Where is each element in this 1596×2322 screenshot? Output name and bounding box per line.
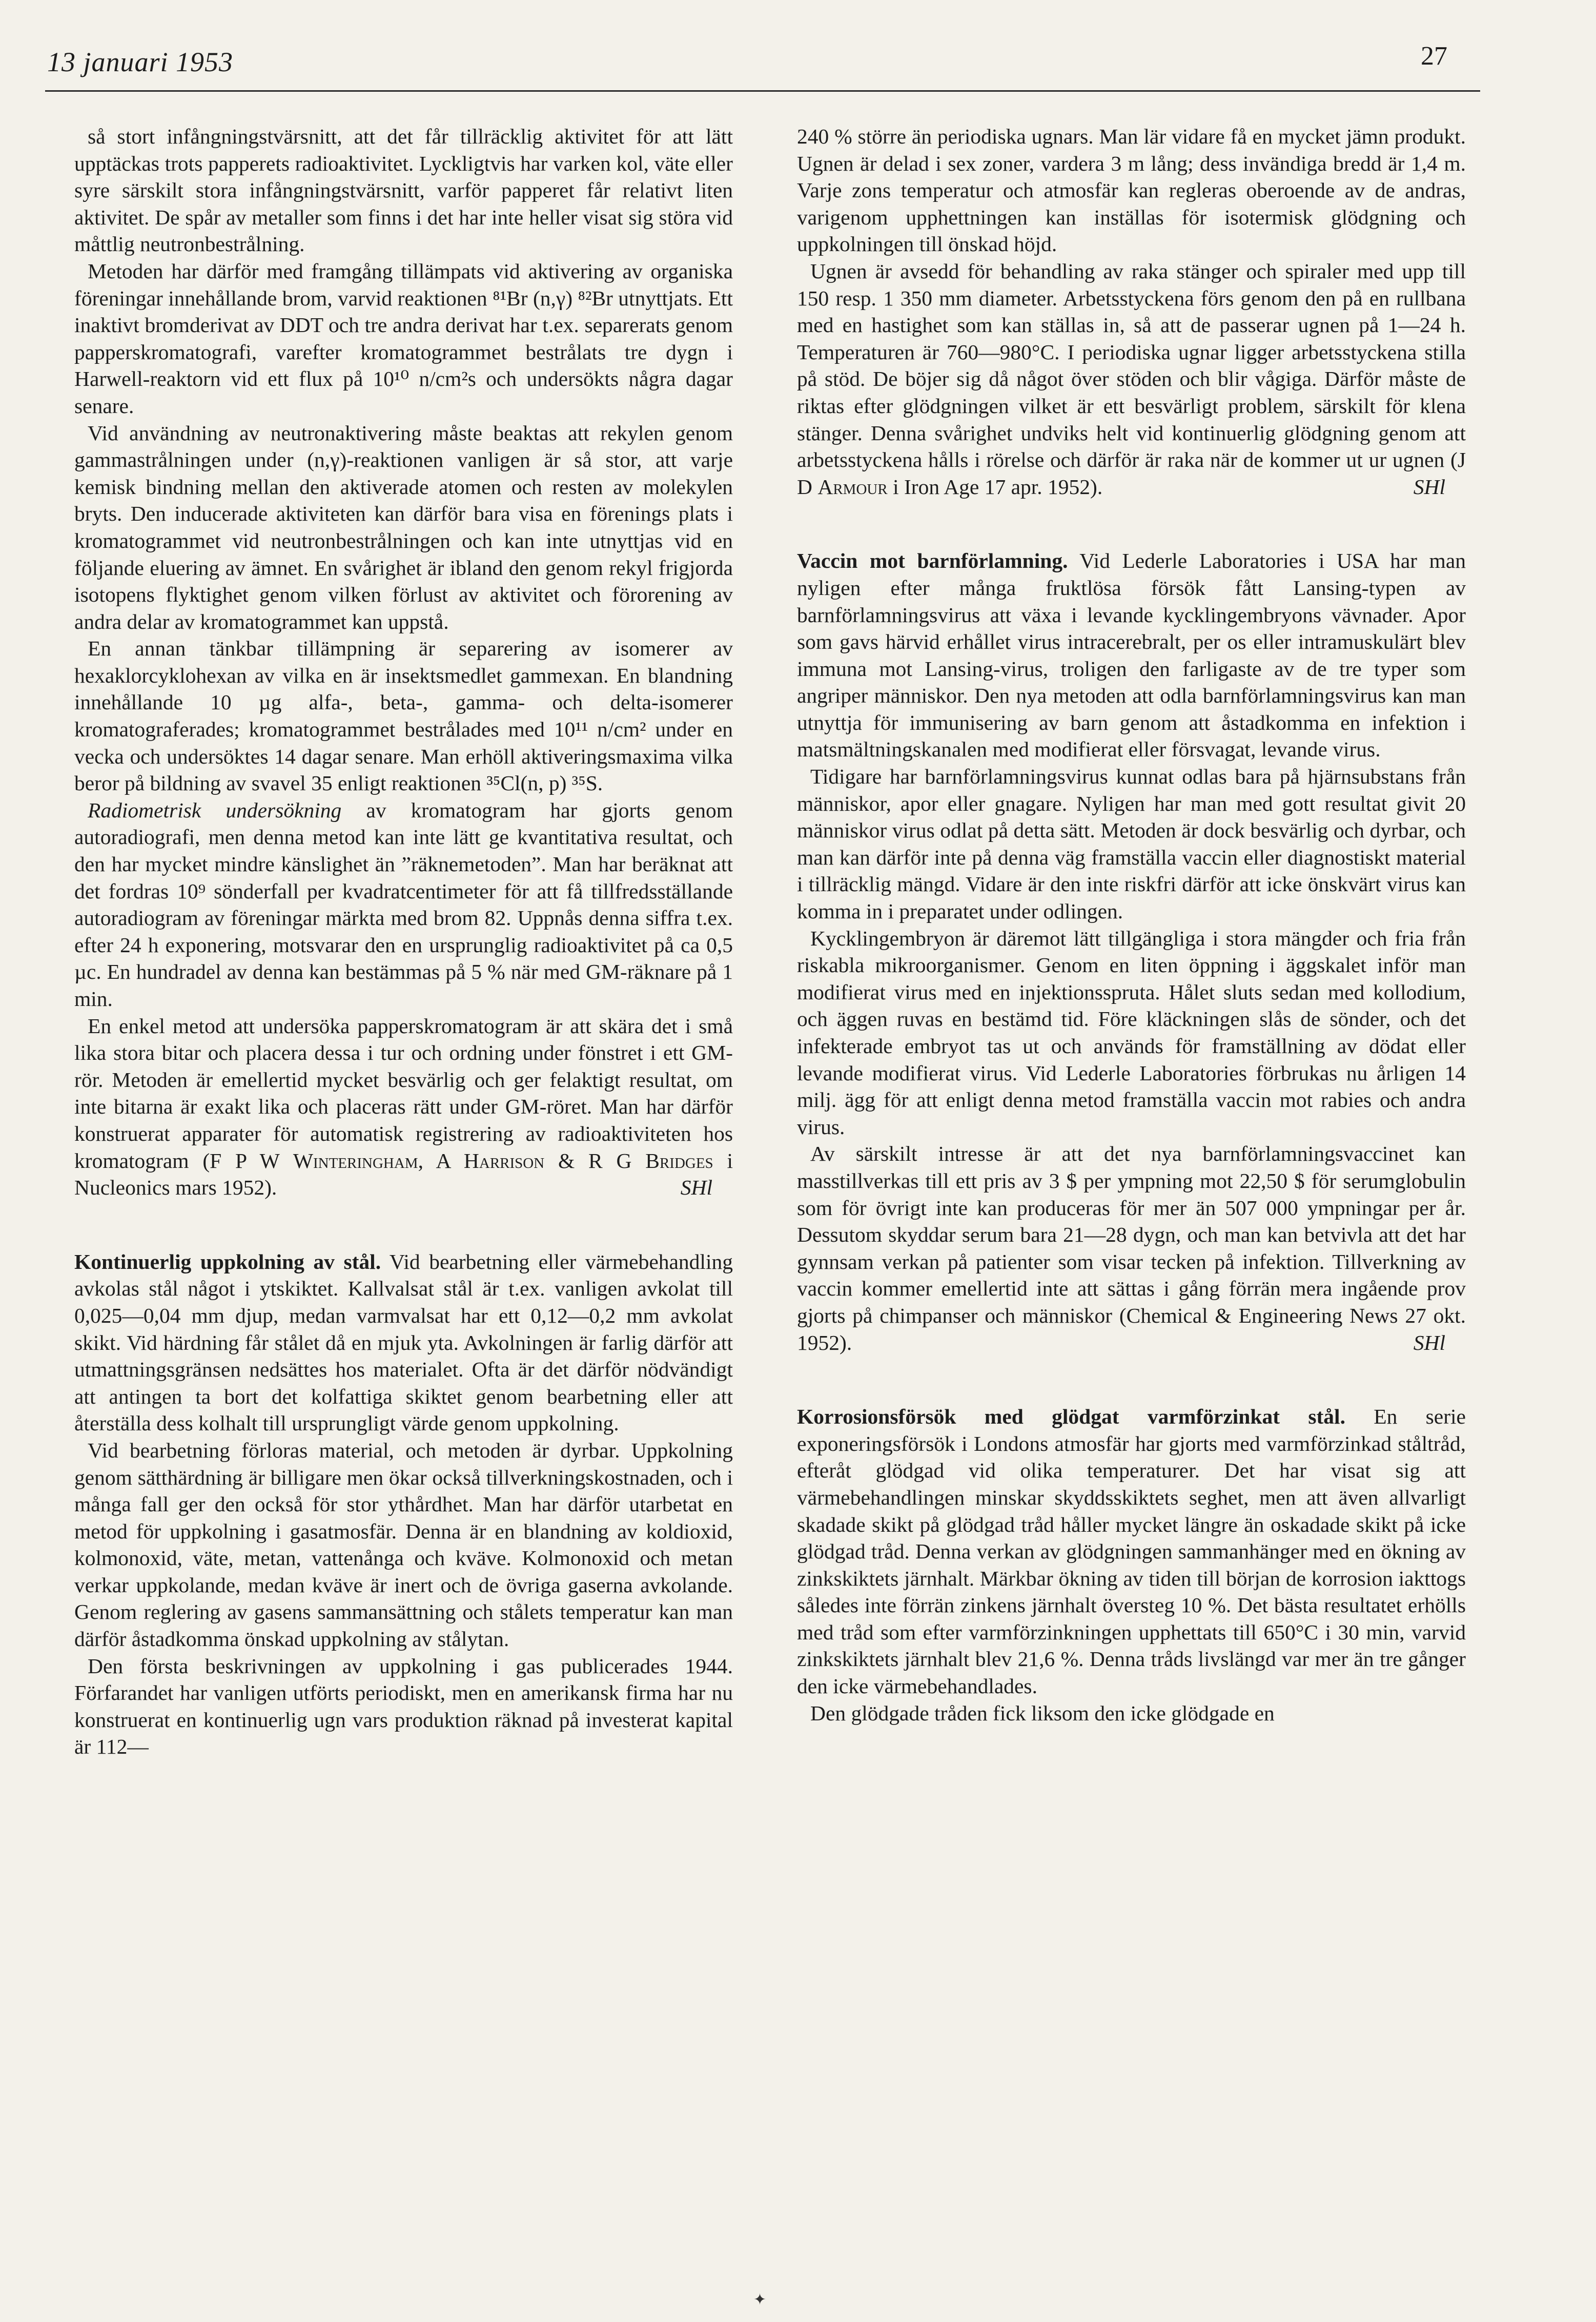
paragraph <box>797 258 1466 500</box>
paragraph <box>797 547 1466 763</box>
signature: SHl <box>1413 1330 1445 1354</box>
paragraph: Den glödgade tråden fick liksom den icke glödgade en <box>810 1701 1275 1725</box>
paragraph-text: En enkel metod att undersöka papperskromatogram är att skära det i små lika stora bitar och placera dessa i tur och ordning under fönstret i ett GM-rör. Metoden är emellertid mycket besvärlig och ger felaktigt resultat, om inte bitarna är exakt lika och placeras rätt under GM-röret. Man har därför konstruerat apparater för automatisk registrering av radioaktiviteten hos kromatogram (F P W <box>74 1014 733 1173</box>
paragraph-text: Ugnen är avsedd för behandling av raka stänger och spiraler med upp till 150 resp. 1 350 mm diameter. Arbetsstyckena förs genom den på en rullbana med en hastighet som kan ställas in, så att de passerar ugnen på 1—24 h. Temperaturen är 760—980°C. I periodiska ugnar ligger arbetsstyckena stilla på stöd. De böjer sig då något över stöden och blir vågiga. Därför måste de riktas efter glödgningen vilket är ett besvärligt problem, särskilt för klena stänger. Denna svårighet undviks helt vid kontinuerlig glödgning genom att arbetsstyckena hålls i rörelse och därför är raka när de kommer ut ur ugnen (J D <box>797 259 1466 499</box>
author-names: Winteringham, A Harrison & R G Bridges <box>293 1148 713 1173</box>
section-gap <box>797 1356 1466 1403</box>
author-names: Armour <box>817 475 888 499</box>
paragraph-text: i Nucleonics mars 1952). <box>74 1148 733 1200</box>
paragraph: Kycklingembryon är däremot lätt tillgängliga i stora mängder och fria från riskabla mikroorganismer. Genom en liten öppning i äggskalet inför man modifierat virus med en injektionsspruta. Hålet sluts sedan med kollodium, och äggen ruvas en bestämd tid. Före kläckningen slås de sönder, och det infekterade embryot tas ut och används för framställning av dödat eller levande modifierat virus. Vid Lederle Laboratories förbrukas nu årligen 14 milj. ägg för att enligt denna metod framställa vaccin mot rabies och andra virus. <box>797 926 1466 1139</box>
paragraph <box>797 1140 1466 1356</box>
paragraph: Metoden har därför med framgång tillämpats vid aktivering av organiska föreningar innehållande brom, varvid reaktionen ⁸¹Br (n,γ) ⁸²Br utnyttjats. Ett inaktivt bromderivat av DDT och tre andra derivat har t.ex. separerats genom papperskromatografi, varefter kromatogrammet bestrålats tre dygn i Harwell-reaktorn vid ett flux på 10¹⁰ n/cm²s och undersökts några dagar senare. <box>74 259 733 418</box>
paragraph-text: Av särskilt intresse är att det nya barnförlamningsvaccinet kan masstillverkas till ett pris av 3 $ per ympning mot 22,50 $ för serumglobulin som för övrigt inte kan produceras för mer än 507 000 ympningar per år. Dessutom skyddar serum bara 21—28 dygn, och man kan betvivla att det har gynnsam verkan på patienter som visar tecken på infektion. Tillverkning av vaccin kommer emellertid inte att sättas i gång förrän mera ingående prov gjorts på chimpanser och människor (Chemical & Engineering News 27 okt. 1952). <box>797 1142 1466 1354</box>
paragraph <box>797 1403 1466 1700</box>
section-gap <box>797 500 1466 547</box>
paragraph: Tidigare har barnförlamningsvirus kunnat odlas bara på hjärnsubstans från människor, apor eller gnagare. Nyligen har man med gott resultat givit 20 människor virus odlat på detta sätt. Metoden är dock besvärlig och dyrbar, och man kan därför inte på denna väg framställa vaccin eller diagnostiskt material i tillräcklig mängd. Vidare är den inte riskfri därför att icke önskvärt virus kan komma in i preparatet under odlingen. <box>797 765 1466 923</box>
paragraph <box>74 1248 733 1437</box>
page-number: 27 <box>1421 42 1447 71</box>
left-column <box>74 123 733 1760</box>
paragraph-text: i Iron Age 17 apr. 1952). <box>887 475 1103 499</box>
paragraph: En annan tänkbar tillämpning är separering av isomerer av hexaklorcyklohexan av vilka en är insektsmedlet gammexan. En blandning innehållande 10 µg alfa-, beta-, gamma- och delta-isomerer kromatograferades; kromatogrammet bestrålades med 10¹¹ n/cm² under en vecka och undersöktes 14 dagar senare. Man erhöll aktiveringsmaxima vilka beror på bildning av svavel 35 enligt reaktionen ³⁵Cl(n, p) ³⁵S. <box>74 636 733 795</box>
section-heading: Korrosionsförsök med glödgat varmförzinkat stål. <box>797 1405 1345 1429</box>
right-column <box>797 123 1466 1727</box>
section-gap <box>74 1201 733 1248</box>
paragraph: 240 % större än periodiska ugnars. Man lär vidare få en mycket jämn produkt. Ugnen är delad i sex zoner, vardera 3 m lång; dess invändiga bredd är 1,4 m. Varje zons temperatur och atmosfär kan regleras oberoende av de andras, varigenom upphettningen kan inställas för isotermisk glödgning och uppkolningen till önskad höjd. <box>797 125 1466 256</box>
paragraph: så stort infångningstvärsnitt, att det får tillräcklig aktivitet för att lätt upptäckas trots papperets radioaktivitet. Lyckligtvis har varken kol, väte eller syre särskilt stora infångningstvärsnitt, varför papperet får relativt liten aktivitet. De spår av metaller som finns i det har inte heller visat sig störa vid måttlig neutronbestrålning. <box>74 125 733 256</box>
paragraph-text: Vid Lederle Laboratories i USA har man nyligen efter många fruktlösa försök fått Lansing-typen av barnförlamningsvirus att växa i levande kycklingembryons vävnader. Apor som gavs härvid erhållet virus intracerebralt, per os eller intramuskulärt blev immuna mot Lansing-virus, troligen den farligaste av de tre typer som angriper människor. Den nya metoden att odla barnförlamningsvirus kan man utnyttja för immunisering av barn genom att åstadkomma en infektion i matsmältningskanalen med modifierat eller försvagat, levande virus. <box>797 549 1466 762</box>
signature: SHl <box>1413 475 1445 499</box>
italic-lead: Radiometrisk undersökning <box>88 798 342 822</box>
paragraph-text: Vid bearbetning eller värmebehandling avkolas stål något i ytskiktet. Kallvalsat stål är t.ex. vanligen avkolat till 0,025—0,04 mm djup, medan varmvalsat har ett 0,12—0,2 mm avkolat skikt. Vid härdning får stålet då en mjuk yta. Avkolningen är farlig därför att utmattningsgränsen nedsättes hos materialet. Ofta är det därför nödvändigt att antingen ta bort det kolfattiga skiktet genom bearbetning eller att återställa dess kolhalt till ursprungligt värde genom uppkolning. <box>74 1249 733 1435</box>
paragraph <box>74 797 733 1013</box>
running-header-date: 13 januari 1953 <box>47 47 234 77</box>
paragraph: Vid användning av neutronaktivering måste beaktas att rekylen genom gammastrålningen under (n,γ)-reaktionen vanligen är så stor, att varje kemisk bindning mellan den aktiverade atomen och resten av molekylen bryts. Den inducerade aktiviteten kan därför bara visa en förenings plats i kromatogrammet vid neutronbestrålningen och kan inte utnyttjas vid en följande eluering av ämnet. En svårighet är ibland den genom rekyl frigjorda isotopens flyktighet genom vilken förlust av aktivitet och förorening av andra delar av kromatogrammet kan uppstå. <box>74 421 733 633</box>
signature: SHl <box>680 1176 712 1200</box>
paragraph-text: En serie exponeringsförsök i Londons atmosfär har gjorts med varmförzinkad ståltråd, efteråt glödgad vid olika temperaturer. Det har visat sig att värmebehandlingen minskar skyddsskiktets seghet, men att även allvarligt skadade skikt på glödgad tråd håller mycket längre än oskadade skikt på icke glödgad tråd. Denna verkan av glödgningen sammanhänger med en ökning av zinkskiktets järnhalt. Märkbar ökning av tiden till början de korrosion iakttogs således inte förrän zinkens järnhalt översteg 10 %. Det bästa resultatet erhölls med tråd som efter varmförzinkningen upphettats till 650°C i 30 min, varvid zinkskiktets järnhalt blev 21,6 %. Denna tråds livslängd var mer än tre gånger den icke värmebehandlades. <box>797 1405 1466 1698</box>
printer-mark: ✦ <box>753 2291 767 2308</box>
paragraph <box>74 1013 733 1201</box>
header-divider <box>45 90 1480 92</box>
section-heading: Vaccin mot barnförlamning. <box>797 549 1068 573</box>
paragraph-text: av kromatogram har gjorts genom autoradiografi, men denna metod kan inte lätt ge kvantitativa resultat, och den har mycket mindre känslighet än ”räknemetoden”. Man har beräknat att det fordras 10⁹ sönderfall per kvadratcentimeter för att få tillfredsställande autoradiogram av föreningar märkta med brom 82. Uppnås denna siffra t.ex. efter 24 h exponering, motsvarar den en ursprunglig radioaktivitet på ca 0,5 µc. En hundradel av denna kan bestämmas på 5 % när med GM-räknare på 1 min. <box>74 798 733 1011</box>
paragraph: Den första beskrivningen av uppkolning i gas publicerades 1944. Förfarandet har vanligen utförts periodiskt, men en amerikansk firma har nu konstruerat en kontinuerlig ugn vars produktion räknad på investerat kapital är 112— <box>74 1654 733 1759</box>
section-heading: Kontinuerlig uppkolning av stål. <box>74 1249 381 1273</box>
paragraph: Vid bearbetning förloras material, och metoden är dyrbar. Uppkolning genom sätthärdning är billigare men ökar också tillverkningskostnaden, och i många fall ger den också för stor ythårdhet. Man har därför utarbetat en metod för uppkolning i gasatmosfär. Denna är en blandning av koldioxid, kolmonoxid, väte, metan, vattenånga och kväve. Kolmonoxid och metan verkar uppkolande, medan kväve är inert och de övriga gaserna avkolande. Genom reglering av gasens sammansättning och stålets temperatur kan man därför åstadkomma önskad uppkolning av stålytan. <box>74 1438 733 1651</box>
